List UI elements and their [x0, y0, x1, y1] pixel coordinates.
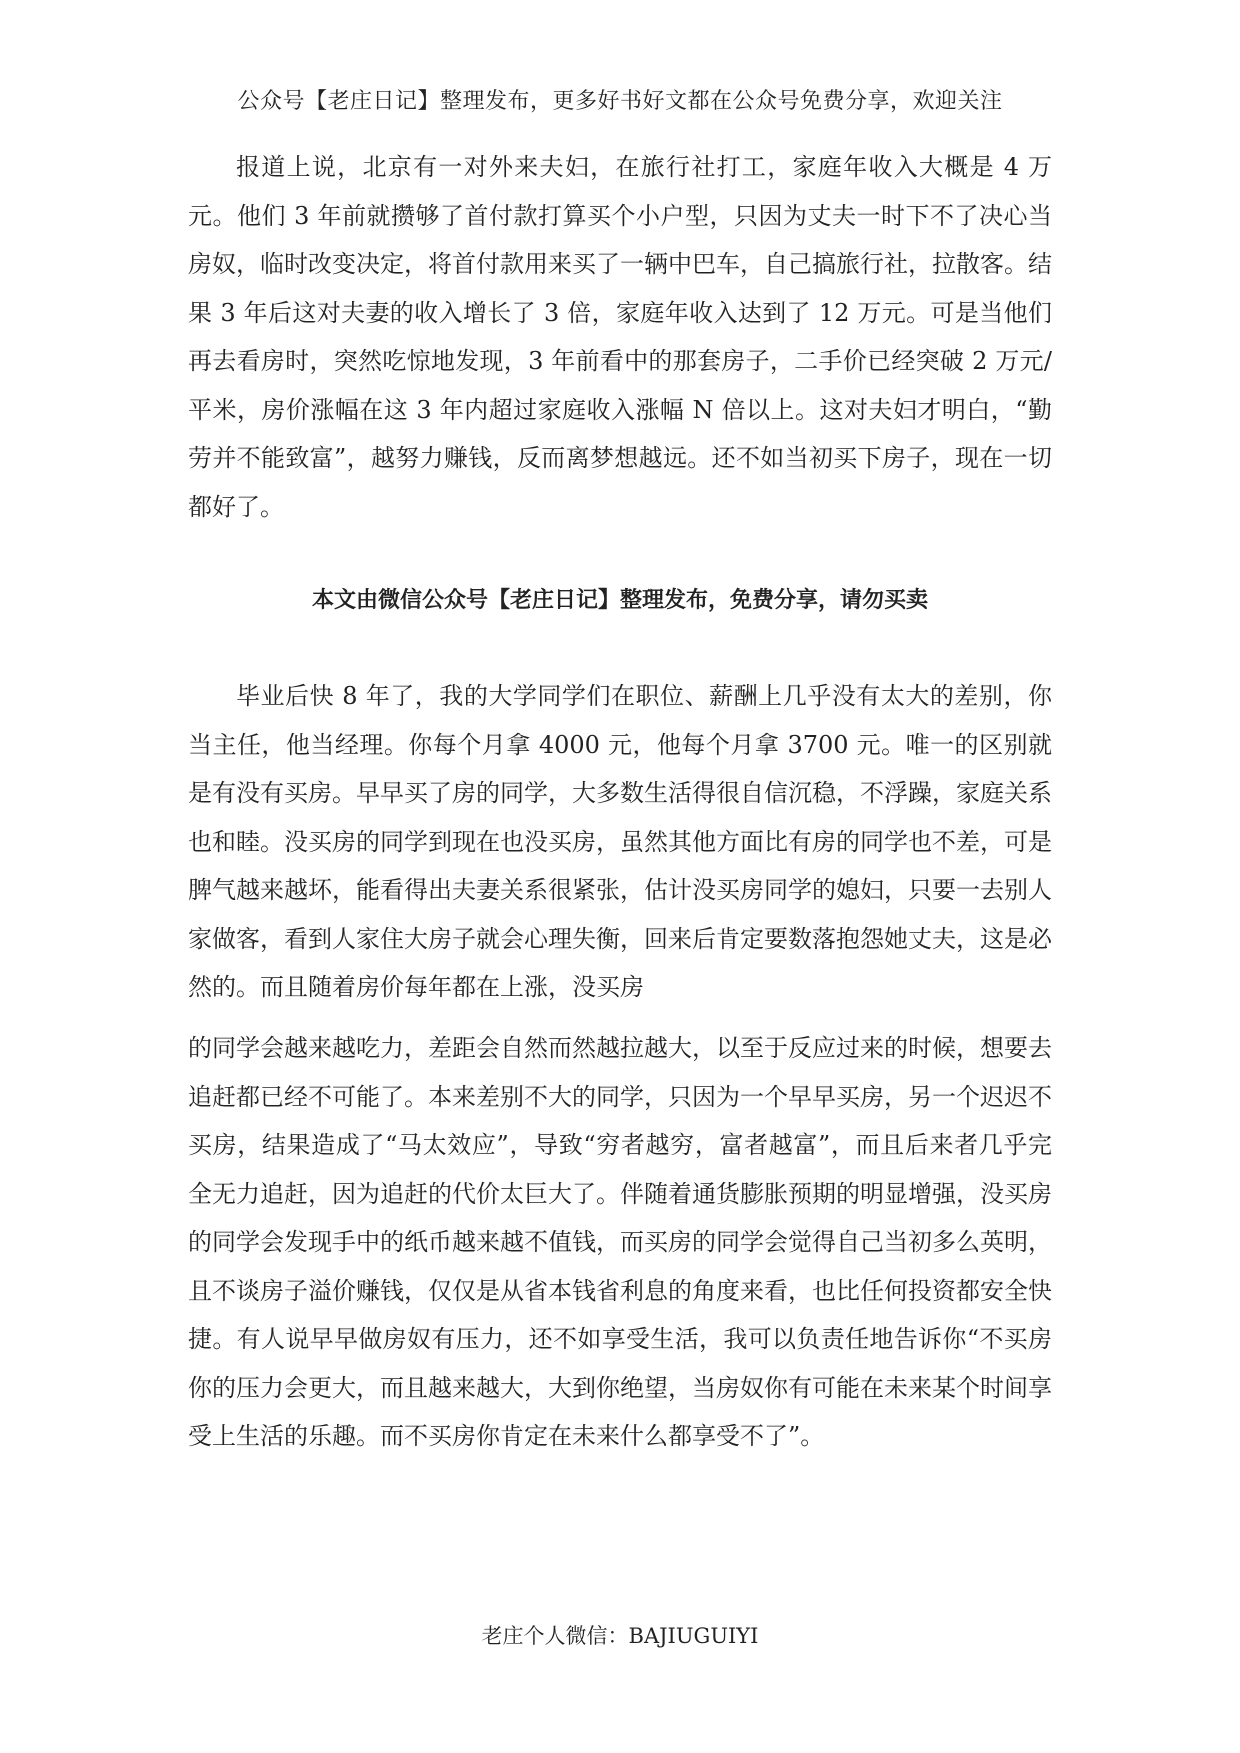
body-paragraph-1: 报道上说，北京有一对外来夫妇，在旅行社打工，家庭年收入大概是 4 万元。他们 3 年前就攒够了首付款打算买个小户型，只因为丈夫一时下不了决心当房奴，临时改变决定，将首付款用来买了一辆中巴车，自己搞旅行社，拉散客。结果 3 年后这对夫妻的收入增长了 3 倍，家庭年收入达到了 12 万元。可是当他们再去看房时，突然吃惊地发现，3 年前看中的那套房子，二手价已经突破 2 万元/平米，房价涨幅在这 3 年内超过家庭收入涨幅 N 倍以上。这对夫妇才明白，“勤劳并不能致富”，越努力赚钱，反而离梦想越远。还不如当初买下房子，现在一切都好了。 — [188, 153, 1052, 521]
page-header: 公众号【老庄日记】整理发布，更多好书好文都在公众号免费分享，欢迎关注 — [237, 89, 1003, 114]
page-footer: 老庄个人微信：BAJIUGUIYI — [481, 1624, 759, 1648]
distribution-notice: 本文由微信公众号【老庄日记】整理发布，免费分享，请勿买卖 — [311, 588, 928, 613]
body-paragraph-2-continued: 的同学会越来越吃力，差距会自然而然越拉越大，以至于反应过来的时候，想要去追赶都已经不可能了。本来差别不大的同学，只因为一个早早买房，另一个迟迟不买房，结果造成了“马太效应”，导致“穷者越穷，富者越富”，而且后来者几乎完全无力追赶，因为追赶的代价太巨大了。伴随着通货膨胀预期的明显增强，没买房的同学会发现手中的纸币越来越不值钱，而买房的同学会觉得自己当初多么英明，且不谈房子溢价赚钱，仅仅是从省本钱省利息的角度来看，也比任何投资都安全快捷。有人说早早做房奴有压力，还不如享受生活，我可以负责任地告诉你“不买房你的压力会更大，而且越来越大，大到你绝望，当房奴你有可能在未来某个时间享受上生活的乐趣。而不买房你肯定在未来什么都享受不了”。 — [188, 1034, 1052, 1450]
body-paragraph-2: 毕业后快 8 年了，我的大学同学们在职位、薪酬上几乎没有太大的差别，你当主任，他当经理。你每个月拿 4000 元，他每个月拿 3700 元。唯一的区别就是有没有买房。早早买了房的同学，大多数生活得很自信沉稳，不浮躁，家庭关系也和睦。没买房的同学到现在也没买房，虽然其他方面比有房的同学也不差，可是脾气越来越坏，能看得出夫妻关系很紧张，估计没买房同学的媳妇，只要一去别人家做客，看到人家住大房子就会心理失衡，回来后肯定要数落抱怨她丈夫，这是必然的。而且随着房价每年都在上涨，没买房 — [188, 682, 1052, 1001]
